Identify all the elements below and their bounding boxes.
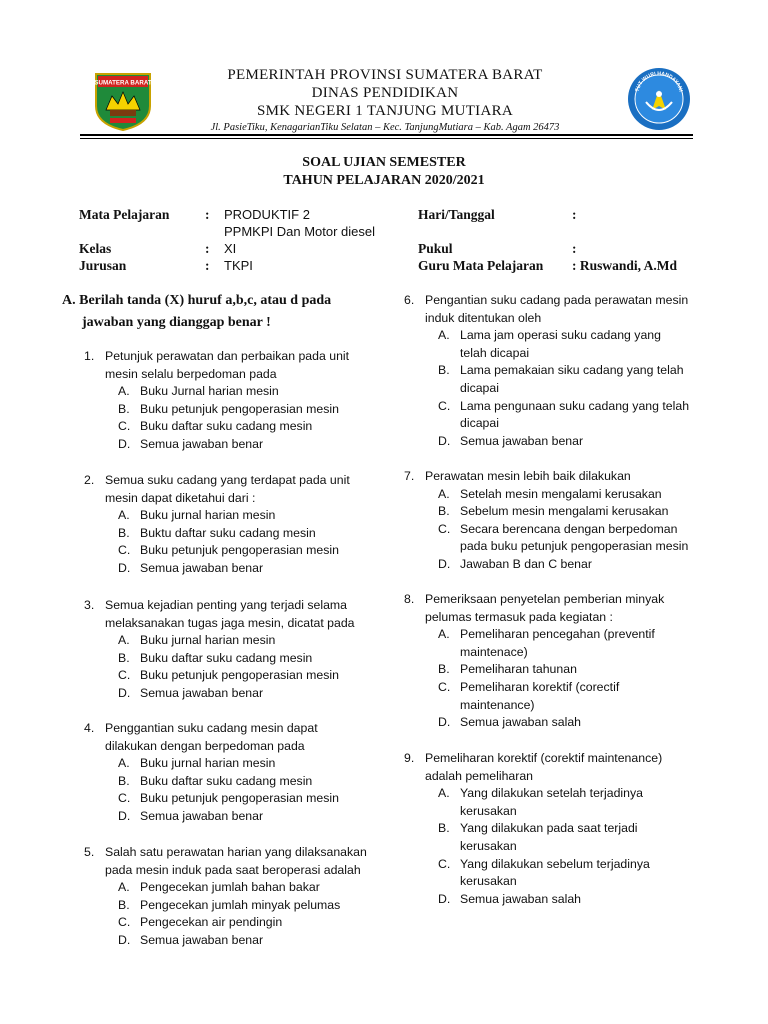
question-text: mesin dapat diketahui dari :: [105, 490, 256, 505]
option-letter: D.: [118, 933, 131, 947]
option-text-continued: dicapai: [460, 381, 499, 395]
section-a-instruction: [62, 290, 331, 334]
letterhead: [170, 66, 600, 135]
option-text: Semua jawaban benar: [140, 437, 264, 451]
question-text: Pemeliharan korektif (corektif maintenance): [425, 751, 663, 765]
option-text: Buktu daftar suku cadang mesin: [140, 525, 316, 540]
major-value: TKPI: [224, 258, 253, 273]
option-letter: C.: [118, 915, 131, 930]
answer-option[interactable]: [118, 897, 340, 915]
answer-option[interactable]: [438, 362, 684, 380]
question-number: 8.: [404, 592, 415, 606]
option-text: Pemeliharan tahunan: [460, 662, 577, 677]
option-text-continued: kerusakan: [460, 839, 517, 853]
teacher-label: Guru Mata Pelajaran: [418, 258, 544, 273]
option-letter: B.: [118, 401, 130, 416]
letterhead-school: SMK NEGERI 1 TANJUNG MUTIARA: [256, 103, 514, 119]
question-number: 6.: [404, 293, 415, 307]
answer-option[interactable]: [118, 401, 339, 419]
letterhead-address: Jl. PasieTiku, KenagarianTiku Selatan – Kec. TanjungMutiara – Kab. Agam 26473: [210, 122, 560, 133]
option-text: Semua jawaban salah: [460, 715, 581, 730]
answer-option[interactable]: [118, 667, 339, 685]
option-text: Semua jawaban salah: [460, 891, 581, 906]
answer-option[interactable]: [118, 383, 279, 401]
option-letter: D.: [438, 715, 451, 730]
question-text: adalah pemeliharan: [425, 768, 534, 783]
option-text: Jawaban B dan C benar: [460, 557, 592, 571]
answer-option[interactable]: [438, 679, 619, 697]
option-text: Buku petunjuk pengoperasian mesin: [140, 668, 339, 683]
answer-option[interactable]: [438, 714, 581, 732]
option-letter: B.: [118, 650, 130, 665]
answer-option[interactable]: [118, 879, 320, 897]
section-a-line-2: jawaban yang dianggap benar !: [82, 315, 271, 330]
option-text: Buku daftar suku cadang mesin: [140, 650, 313, 665]
question-text: Penggantian suku cadang mesin dapat: [105, 721, 318, 735]
option-letter: A.: [118, 508, 130, 523]
option-letter: B.: [118, 897, 130, 912]
answer-option[interactable]: [118, 650, 312, 668]
option-text: Buku daftar suku cadang mesin: [140, 419, 313, 434]
option-text: Yang dilakukan sebelum terjadinya: [460, 856, 650, 871]
answer-option[interactable]: [438, 626, 655, 644]
question-number: 1.: [84, 349, 95, 363]
option-text: Setelah mesin mengalami kerusakan: [460, 486, 662, 501]
sumatera-barat-logo: [92, 70, 154, 132]
option-letter: B.: [118, 525, 130, 540]
option-letter: A.: [118, 880, 130, 895]
subject-colon: :: [205, 207, 210, 222]
time-colon: :: [572, 241, 577, 256]
option-text-continued: telah dicapai: [460, 345, 530, 360]
logo-right-text: TUT WURI HANDAYANI: [634, 70, 684, 93]
subject-label: Mata Pelajaran: [79, 207, 170, 222]
answer-option[interactable]: [438, 327, 661, 345]
class-label: Kelas: [79, 241, 112, 256]
question-text: Salah satu perawatan harian yang dilaksanakan: [105, 845, 367, 859]
option-text: Lama pemakaian siku cadang yang telah: [460, 363, 684, 378]
option-text-continued: maintenance): [460, 697, 535, 712]
option-text: Buku jurnal harian mesin: [140, 633, 276, 648]
option-letter: C.: [438, 680, 451, 694]
question-number: 2.: [84, 473, 95, 487]
question-text: pada mesin induk pada saat beroperasi adalah: [105, 862, 361, 877]
option-letter: C.: [438, 521, 451, 536]
option-letter: C.: [118, 791, 131, 806]
answer-option[interactable]: [118, 773, 312, 791]
option-text: Yang dilakukan setelah terjadinya: [460, 786, 643, 801]
option-text: Pengecekan jumlah minyak pelumas: [140, 897, 341, 912]
option-letter: B.: [118, 773, 130, 788]
question-text: Semua kejadian penting yang terjadi selama: [105, 598, 347, 612]
major-colon: :: [205, 258, 210, 273]
option-letter: B.: [438, 821, 450, 836]
logo-left-text: SUMATERA BARAT: [94, 79, 152, 87]
question-text: Petunjuk perawatan dan perbaikan pada unit: [105, 349, 350, 363]
question-text: Pengantian suku cadang pada perawatan mesin: [425, 293, 689, 307]
question-number: 9.: [404, 751, 415, 765]
option-letter: A.: [118, 633, 130, 648]
answer-option[interactable]: [118, 507, 275, 525]
letterhead-rule-thick: [80, 134, 693, 136]
option-letter: A.: [118, 384, 130, 399]
tut-wuri-handayani-logo: [626, 66, 692, 132]
question-number: 3.: [84, 598, 95, 612]
exam-title: SOAL UJIAN SEMESTER: [302, 155, 466, 170]
option-letter: D.: [118, 561, 131, 575]
question-number: 4.: [84, 721, 95, 735]
question-text: Semua suku cadang yang terdapat pada unit: [105, 473, 350, 487]
letterhead-rule-thin: [80, 138, 693, 139]
option-letter: B.: [438, 662, 450, 677]
option-text: Buku petunjuk pengoperasian mesin: [140, 401, 339, 416]
answer-option[interactable]: [118, 914, 282, 932]
option-text: Pemeliharan pencegahan (preventif: [460, 627, 655, 642]
option-letter: A.: [438, 786, 450, 801]
answer-option[interactable]: [438, 556, 592, 574]
question-text: induk ditentukan oleh: [425, 310, 542, 325]
answer-option[interactable]: [438, 433, 583, 451]
option-letter: C.: [118, 668, 131, 683]
answer-option[interactable]: [118, 436, 263, 454]
option-text: Buku daftar suku cadang mesin: [140, 773, 313, 788]
answer-option[interactable]: [438, 785, 643, 803]
answer-option[interactable]: [438, 503, 668, 521]
option-text: Buku jurnal harian mesin: [140, 756, 276, 771]
question-text: Pemeriksaan penyetelan pemberian minyak: [425, 592, 665, 606]
option-letter: D.: [438, 433, 451, 448]
time-label: Pukul: [418, 241, 453, 256]
question-text: dilakukan dengan berpedoman pada: [105, 738, 305, 753]
option-letter: D.: [118, 686, 131, 700]
option-text: Semua jawaban benar: [140, 933, 264, 947]
teacher-value: : Ruswandi, A.Md: [572, 258, 678, 273]
answer-option[interactable]: [118, 560, 263, 578]
answer-option[interactable]: [438, 891, 581, 909]
option-text: Sebelum mesin mengalami kerusakan: [460, 504, 669, 519]
option-letter: D.: [438, 891, 451, 906]
answer-option[interactable]: [118, 525, 316, 543]
option-text: Lama pengunaan suku cadang yang telah: [460, 398, 690, 413]
option-letter: B.: [438, 504, 450, 519]
class-colon: :: [205, 241, 210, 256]
option-text: Pengecekan air pendingin: [140, 915, 283, 930]
option-letter: A.: [438, 486, 450, 501]
answer-option[interactable]: [438, 661, 577, 679]
option-text: Yang dilakukan pada saat terjadi: [460, 821, 638, 836]
answer-option[interactable]: [118, 685, 263, 703]
option-letter: C.: [118, 419, 131, 434]
subject-value-2: PPMKPI Dan Motor diesel: [224, 224, 376, 239]
option-letter: C.: [438, 398, 451, 413]
option-letter: B.: [438, 363, 450, 378]
exam-year: TAHUN PELAJARAN 2020/2021: [283, 173, 485, 188]
option-text: Semua jawaban benar: [140, 809, 264, 823]
answer-option[interactable]: [438, 521, 677, 539]
option-text-continued: pada buku petunjuk pengoperasian mesin: [460, 539, 689, 554]
answer-option[interactable]: [118, 808, 263, 826]
major-label: Jurusan: [79, 258, 127, 273]
letterhead-government: PEMERINTAH PROVINSI SUMATERA BARAT: [227, 67, 543, 83]
option-text: Secara berencana dengan berpedoman: [460, 521, 678, 536]
option-text: Buku jurnal harian mesin: [140, 508, 276, 523]
option-text: Semua jawaban benar: [140, 561, 264, 575]
class-value: XI: [224, 241, 237, 256]
option-letter: D.: [438, 557, 451, 571]
option-text: Buku petunjuk pengoperasian mesin: [140, 791, 339, 806]
answer-option[interactable]: [118, 932, 263, 950]
option-letter: A.: [118, 756, 130, 771]
question-text: pelumas termasuk pada kegiatan :: [425, 609, 613, 624]
answer-option[interactable]: [118, 790, 339, 808]
answer-option[interactable]: [118, 632, 275, 650]
option-letter: A.: [438, 627, 450, 642]
option-text: Semua jawaban benar: [140, 686, 264, 700]
question-text: Perawatan mesin lebih baik dilakukan: [425, 469, 631, 483]
option-text-continued: maintenace): [460, 644, 528, 659]
option-text-continued: dicapai: [460, 416, 499, 431]
option-letter: D.: [118, 437, 131, 451]
option-text: Buku petunjuk pengoperasian mesin: [140, 543, 339, 558]
answer-option[interactable]: [438, 398, 689, 416]
option-text-continued: kerusakan: [460, 874, 517, 889]
question-text: mesin selalu berpedoman pada: [105, 366, 277, 381]
answer-option[interactable]: [118, 418, 312, 436]
section-a-line-1: A. Berilah tanda (X) huruf a,b,c, atau d pada: [62, 293, 332, 308]
answer-option[interactable]: [438, 856, 650, 874]
option-text: Lama jam operasi suku cadang yang: [460, 328, 661, 343]
option-text-continued: kerusakan: [460, 803, 517, 818]
question-number: 7.: [404, 469, 415, 483]
option-letter: C.: [118, 543, 131, 558]
question-number: 5.: [84, 845, 95, 859]
answer-option[interactable]: [438, 820, 638, 838]
question-text: melaksanakan tugas jaga mesin, dicatat pada: [105, 615, 355, 630]
option-text: Semua jawaban benar: [460, 433, 584, 448]
option-letter: C.: [438, 856, 451, 871]
date-colon: :: [572, 207, 577, 222]
option-text: Buku Jurnal harian mesin: [140, 384, 279, 399]
option-text: Pengecekan jumlah bahan bakar: [140, 880, 320, 895]
date-label: Hari/Tanggal: [418, 207, 495, 222]
answer-option[interactable]: [118, 755, 275, 773]
letterhead-department: DINAS PENDIDIKAN: [311, 85, 459, 101]
answer-option[interactable]: [438, 486, 662, 504]
option-letter: D.: [118, 809, 131, 823]
option-text: Pemeliharan korektif (corectif: [460, 680, 620, 694]
option-letter: A.: [438, 328, 450, 343]
answer-option[interactable]: [118, 542, 339, 560]
subject-value: PRODUKTIF 2: [224, 207, 310, 222]
